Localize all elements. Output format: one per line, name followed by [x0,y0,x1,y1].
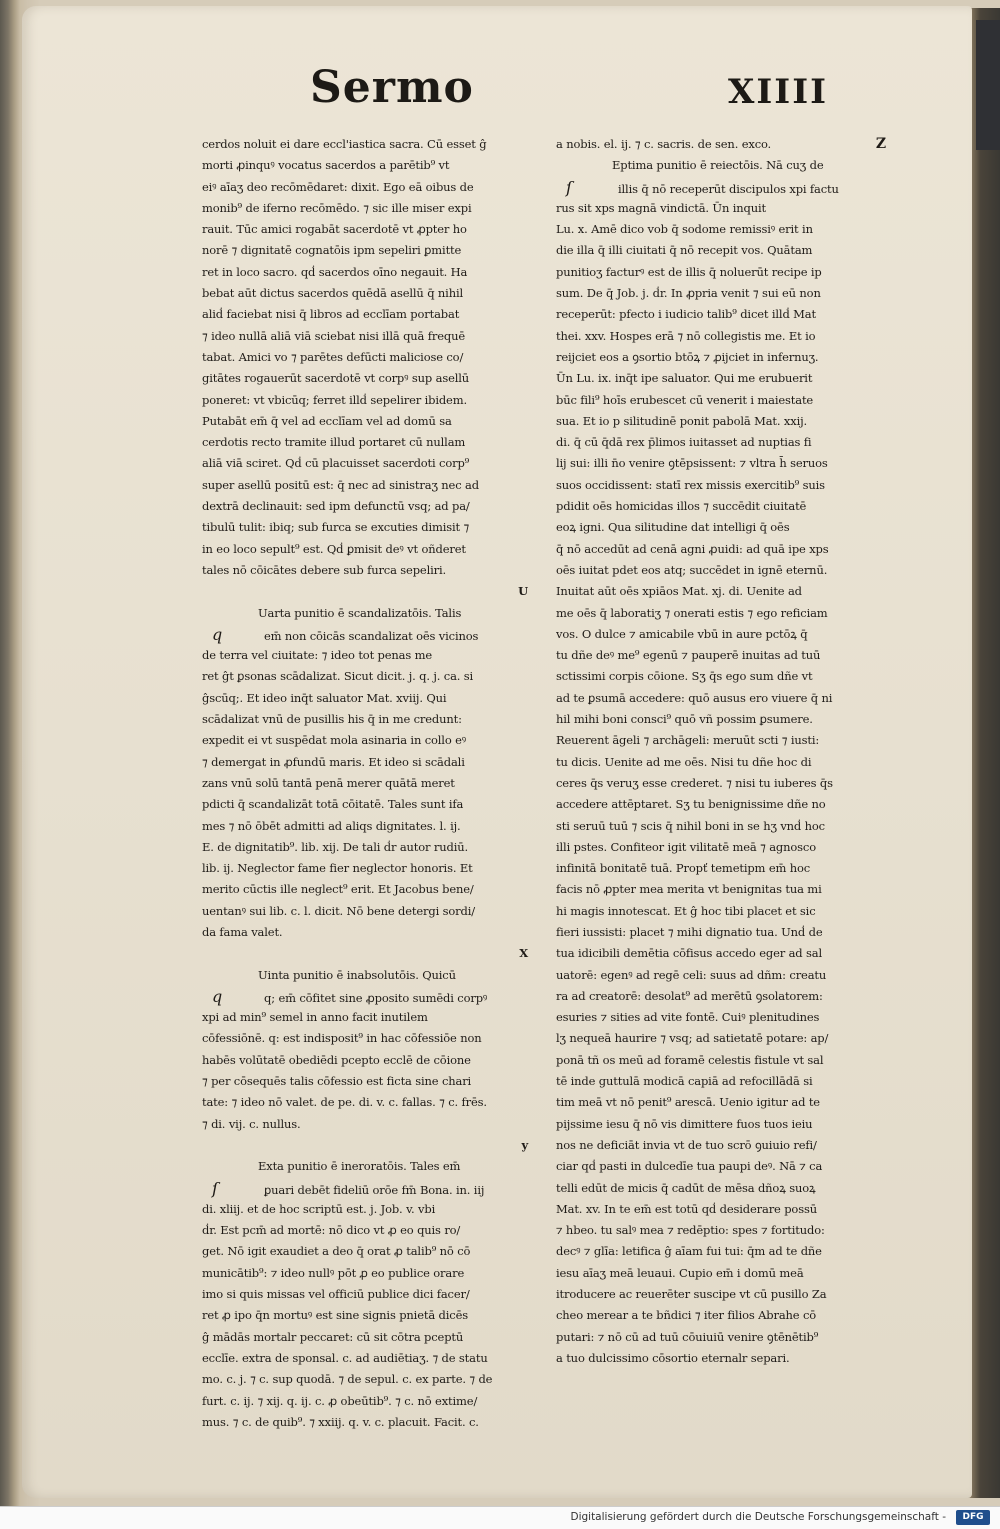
text-line [202,347,546,368]
text-line [556,1092,908,1113]
text-line-content: ĝ mādās mortalr peccaret: cū sit cōtra pceptū [202,1329,464,1344]
text-line-content: Uinta punitio ē inabsolutōis. Quicū [258,967,456,982]
text-line [556,411,908,432]
text-line-content: merito cūctis ille neglect⁹ erit. Et Jacobus bene/ [202,882,474,897]
text-line [202,262,546,283]
text-line [556,1156,908,1177]
text-line-content: Uarta punitio ē scandalizatōis. Talis [258,605,462,620]
text-line-content: habēs volūtatē obediēdi pcepto ecclē de cōione [202,1052,471,1067]
text-line-content: da fama valet. [202,924,283,939]
text-line-content: ciar qḋ pasti in dulcedīe tua paupi deꝰ. Nā ⁊ ca [556,1159,823,1174]
text-line-content: aliā viā sciret. Qḋ cū placuisset sacerdoti corp⁹ [202,456,470,471]
text-line-content: ⁊ hbeo. tu salꝰ mea ⁊ redēptio: spes ⁊ fortitudo: [556,1223,825,1238]
text-line [202,475,546,496]
text-line [556,262,908,283]
text-line [556,347,908,368]
text-line [202,1391,546,1412]
text-line [556,730,908,751]
text-line [202,901,546,922]
text-line [202,198,546,219]
text-line [202,1092,546,1113]
text-line-content: Mat. xv. In te em̄ est totū qḋ desiderare possū [556,1201,817,1216]
text-line-content: tibulū tulit: ibiq; sub furca se excuties dimisit ⁊ [202,520,470,535]
text-line [556,965,908,986]
text-line [556,816,908,837]
text-line-content: xpi ad min⁹ semel in anno facit inutilem [202,1010,428,1025]
text-line-content: cheo merear a te bñdici ⁊ iter filios Abrahe cō [556,1308,817,1323]
text-line-content: me oēs q̄ laboratiʒ ⁊ onerati estis ⁊ ego reficiam [556,605,828,620]
text-line [556,155,908,176]
text-line [202,752,546,773]
text-line-content: tua idicibili demētia cōfisus accedo eger ad sal [556,946,822,961]
text-line [556,709,908,730]
text-line [202,560,546,581]
text-line-content: facis nō ꝓpter mea merita vt benignitas tua mi [556,882,822,897]
text-line-content: eoꝝ igni. Qua silitudine dat intelligi q̄ oēs [556,520,790,535]
text-line [556,1220,908,1241]
initial-guide-letter: ſ [566,177,572,197]
text-line [202,603,546,624]
text-line-content: q; em̄ cōfitet sine ꝓposito sumēdi corpꝰ [264,990,488,1005]
text-line-content: poneret: vt vbicūq; ferret illḋ sepelirer ibidem. [202,392,467,407]
text-line [202,1369,546,1390]
running-head: Sermo [310,62,474,113]
text-line-content: telli edūt de micis q̄ cadūt de mēsa dñoꝝ suoꝝ [556,1180,816,1195]
text-line-content: rus sit xps magnā vindictā. Ūn inquit [556,200,766,215]
text-line [202,709,546,730]
text-line-content: ḋr. Est pcm̄ ad mortē: nō dico vt ꝓ eo quis ro/ [202,1223,461,1238]
text-line [556,603,908,624]
text-line [202,411,546,432]
text-line [556,879,908,900]
text-line [202,1284,546,1305]
text-line [556,752,908,773]
text-line-content: Lu. x. Amē dico vob q̄ sodome remissiꝰ erit in [556,222,813,237]
text-line [202,134,546,155]
text-line [556,1178,908,1199]
text-line-content: mes ⁊ nō ōbēt admitti ad aliqs dignitates. l. ij. [202,818,461,833]
text-line-content: nos ne deficiāt invia vt de tuo scrō ꝯuiuio refi/ [556,1137,817,1152]
text-line-content: ⁊ per cōsequēs talis cōfessio est ficta sine chari [202,1074,472,1089]
text-line [202,517,546,538]
text-line [556,134,908,155]
text-line [202,1199,546,1220]
text-line-content: ⁊ demergat in ꝓfundū maris. Et ideo si scādali [202,754,465,769]
text-line-content: itroducere ac reuerēter suscipe vt cū pusillo Za [556,1287,827,1302]
section-marker: Z [875,136,886,152]
text-line [202,965,546,986]
initial-guide-letter: q [212,624,223,644]
footer-credit: Digitalisierung gefördert durch die Deutsche Forschungsgemeinschaft - [570,1511,946,1523]
text-line-content: tabat. Amici vo ⁊ parētes defūcti maliciose co/ [202,349,464,364]
text-line [202,816,546,837]
text-line [202,1050,546,1071]
text-line-content: receperūt: pfecto i iudicio talib⁹ dicet illḋ Mat [556,307,816,322]
text-line [202,645,546,666]
text-line-content: di. q̄ cū q̄dā rex p̄limos iuitasset ad nuptias fi [556,435,812,450]
text-line [202,1114,546,1135]
section-marker: U [518,584,528,599]
text-line [556,922,908,943]
text-line-content: punitioʒ facturꝰ est de illis q̄ noluerūt recipe ip [556,264,822,279]
text-line-content: tim meā vt nō penit⁹ arescā. Uenio igitur ad te [556,1095,820,1110]
text-line [202,1412,546,1433]
text-line-content: reijciet eos a ꝯsortio btōꝝ ⁊ ꝓijciet in infernuʒ. [556,349,819,364]
text-line-content: Ūn Lu. ix. inq̄t ipe saluator. Qui me erubuerit [556,371,813,386]
text-line [202,666,546,687]
text-line [556,794,908,815]
text-line-content: infinitā bonitatē tuā. Propť temetipm em̄ hoc [556,861,811,876]
text-line-content: iesu aīaʒ meā leuaui. Cupio em̄ i domū meā [556,1265,804,1280]
text-line [556,453,908,474]
text-line-content: tu dñe deꝰ me⁹ egenū ⁊ pauperē inuitas ad tuū [556,648,821,663]
text-line [202,304,546,325]
text-line [202,326,546,347]
text-line [556,773,908,794]
text-line-content: mo. c. j. ⁊ c. sup quodā. ⁊ de sepul. c. ex parte. ⁊ de [202,1372,493,1387]
text-line-content: furt. c. ij. ⁊ xij. q. ij. c. ꝓ obeūtib⁹. ⁊ c. nō extime/ [202,1393,478,1408]
text-line-content: bebat aūt dictus sacerdos quēdā asellū q̄ nihil [202,286,464,301]
text-line-content: Eptima punitio ē reiectōis. Nā cuʒ de [612,158,824,173]
text-line-content: ponā tñ os meū ad foramē celestis fistule vt sal [556,1052,824,1067]
text-line [556,901,908,922]
text-line [556,496,908,517]
text-line-content: mus. ⁊ c. de quib⁹. ⁊ xxiij. q. v. c. placuit. Facit. c. [202,1414,479,1429]
text-line [556,368,908,389]
text-line-content: cōfessiōnē. q: est indisposit⁹ in hac cōfessiōe non [202,1031,482,1046]
text-line [202,879,546,900]
text-line [556,688,908,709]
text-line [556,943,908,964]
text-line-content: vos. O dulce ⁊ amicabile vbū in aure pctōꝝ q̄ [556,626,808,641]
text-line-content: ra ad creatorē: desolat⁹ ad merētū ꝯsolatorem: [556,988,823,1003]
text-line-content: esuries ⁊ sities ad vite fontē. Cuiꝰ plenitudines [556,1010,820,1025]
page-tab-marker [976,20,1000,150]
text-line [556,1305,908,1326]
text-line [202,1241,546,1262]
text-line-content: lʒ nequeā haurire ⁊ vsq; ad satietatē potare: ap/ [556,1031,829,1046]
text-line [556,283,908,304]
text-line-content: uentanꝰ sui lib. c. l. dicit. Nō bene detergi sordi/ [202,903,475,918]
text-line [556,1007,908,1028]
text-line [202,283,546,304]
text-line-content: cerdos noluit ei dare eccl'iastica sacra. Cū esset ĝ [202,137,487,151]
text-line-content: decꝰ ⁊ glīa: letifica ĝ aīam fui tui: q̄m ad te dñe [556,1244,822,1259]
text-line-content: ecclīe. extra de sponsal. c. ad audiētiaʒ. ⁊ de statu [202,1350,488,1365]
text-line [556,666,908,687]
text-line-content: ret ꝓ ipo q̄n mortuꝰ est sine signis pnietā dicēs [202,1308,468,1323]
text-line [202,688,546,709]
text-line-content: hil mihi boni consci⁹ quō vñ possim ꝑsumere. [556,712,813,727]
text-line [556,1114,908,1135]
text-line-content: ⁊ di. vij. c. nullus. [202,1116,301,1131]
text-line [556,1199,908,1220]
text-line-content: ret ĝt ꝑsonas scādalizat. Sicut dicit. j. q. j. ca. si [202,669,474,684]
text-line-content: lib. ij. Neglector fame fier neglector honoris. Et [202,861,473,876]
text-line-content: pdidit oēs homicidas illos ⁊ succēdit ciuitatē [556,499,807,514]
text-line [202,922,546,943]
text-line [556,1348,908,1369]
text-line-content: get. Nō igit exaudiet a deo q̄ orat ꝓ talib⁹ nō cō [202,1244,471,1259]
text-line [556,304,908,325]
right-column [556,134,908,1369]
text-line-content: zans vnū solū tantā penā merer quātā meret [202,775,455,790]
text-line [202,1156,546,1177]
text-line [202,390,546,411]
text-line [202,1071,546,1092]
text-line [556,986,908,1007]
text-line [556,240,908,261]
text-line [556,1327,908,1348]
text-line-content: morti ꝓinquꝰ vocatus sacerdos a parētib⁹ vt [202,158,450,173]
text-line [202,155,546,176]
text-line-content: fieri iussisti: placet ⁊ mihi dignatio tua. Unḋ de [556,924,823,939]
initial-guide-letter: q [212,986,223,1006]
text-line-content: ⁊ ideo nullā aliā viā sciebat nisi illā quā frequē [202,328,465,343]
text-line [556,858,908,879]
text-line [202,496,546,517]
text-line-content: dextrā declinauit: sed ipm defunctū vsq; ad pa/ [202,499,470,514]
text-line-content: q̄ nō accedūt ad cenā agni ꝓuidi: ad quā ipe xps [556,541,829,556]
text-line-content: uatorē: egenꝰ ad regē celi: suus ad dñm: creatu [556,967,827,982]
text-line-content: pdicti q̄ scandalizāt totā cōitatē. Tales sunt ifa [202,797,464,812]
text-line [556,475,908,496]
text-line-content: Exta punitio ē ineroratōis. Tales em̄ [258,1159,461,1174]
text-line [202,1305,546,1326]
text-line [202,1220,546,1241]
text-line-content: accedere attēptaret. Sʒ tu benignissime dñe no [556,797,826,812]
text-line-content: sua. Et io p silitudinē ponit pabolā Mat. xxij. [556,413,808,428]
text-line-content: ĝscūq;. Et ideo inq̄t saluator Mat. xviij. Qui [202,690,447,705]
dfg-logo: DFG [956,1510,990,1525]
text-line-content: rauit. Tūc amici rogabāt sacerdotē vt ꝓpter ho [202,222,467,237]
text-line [202,240,546,261]
text-line-content: E. de dignitatib⁹. lib. xij. De tali ḋr autor rudiū. [202,839,468,854]
text-line-content: lij sui: illi n̄o venire ꝯtēpsissent: ⁊ vltra h̄ seruos [556,456,828,471]
text-line [556,645,908,666]
text-line-content: putari: ⁊ nō cū ad tuū cōuiuiū venire ꝯtēnētib⁹ [556,1329,819,1344]
text-line-content: Inuitat aūt oēs xpiāos Mat. xj. di. Uenite ad [556,584,802,599]
text-line-content: ad te ꝑsumā accedere: quō ausus ero viuere q̄ ni [556,690,833,705]
text-line [202,1327,546,1348]
text-line [556,1028,908,1049]
text-line [202,219,546,240]
text-line [202,837,546,858]
text-line [202,539,546,560]
text-line [556,219,908,240]
text-line-content: eiꝰ aīaʒ deo recōmēdaret: dixit. Ego eā oibus de [202,179,474,194]
footer-bar [0,1506,1000,1529]
text-line [202,432,546,453]
text-line-content: thei. xxv. Hospes erā ⁊ nō collegistis me. Et io [556,328,816,343]
text-line-content: ceres q̄s veruʒ esse crederet. ⁊ nisi tu iuberes q̄s [556,775,833,790]
text-line-content: de terra vel ciuitate: ⁊ ideo tot penas me [202,648,433,663]
text-line [556,539,908,560]
text-line-content: norē ⁊ dignitatē cognatōis ipm sepeliri ꝑmitte [202,243,462,258]
text-line-content: a tuo dulcissimo cōsortio eternalr separi. [556,1350,790,1365]
text-line [202,1348,546,1369]
text-line [556,177,908,198]
text-line [202,858,546,879]
text-line-content: in eo loco sepult⁹ est. Qḋ ꝑmisit deꝰ vt oñderet [202,541,466,556]
text-line-content: gitātes rogauerūt sacerdotē vt corpꝰ sup asellū [202,371,470,386]
text-line [202,624,546,645]
text-line [556,1284,908,1305]
text-line-content: tē inde guttulā modicā capiā ad refocillādā si [556,1074,813,1089]
text-line-content: expedit ei vt suspēdat mola asinaria in collo eꝰ [202,733,467,748]
text-line [556,581,908,602]
text-line-content: pijssime iesu q̄ nō vis dimittere fuos tuos ieiu [556,1116,813,1131]
text-line [556,560,908,581]
text-line [556,198,908,219]
text-line-content: aliḋ faciebat nisi q̄ libros ad ecclīam portabat [202,307,460,322]
text-line-content: Reuerent āgeli ⁊ archāgeli: meruūt scti ⁊ iusti: [556,733,820,748]
text-line [202,794,546,815]
text-line [202,368,546,389]
text-line-content: suos occidissent: statī rex missis exercitib⁹ suis [556,477,825,492]
text-line-content: super asellū positū est: q̄ nec ad sinistraʒ nec ad [202,477,479,492]
text-line [202,453,546,474]
text-line-content: Putabāt em̄ q̄ vel ad ecclīam vel ad domū sa [202,413,452,428]
text-line-content: municātib⁹: ⁊ ideo nullꝰ pōt ꝓ eo publice orare [202,1265,465,1280]
text-line-content: ret in loco sacro. qḋ sacerdos oīno negauit. Ha [202,264,468,279]
folio-number: XIIII [728,72,828,112]
text-line [556,1135,908,1156]
text-line-content: būc fili⁹ hoīs erubescet cū venerit i maiestate [556,392,814,407]
text-line-content: sti seruū tuū ⁊ scis q̄ nihil boni in se hʒ vnḋ hoc [556,818,825,833]
text-line-content: scādalizat vnū de pusillis his q̄ in me credunt: [202,712,462,727]
text-line [556,517,908,538]
text-line-content: illi pstes. Confiteor igit vilitatē meā ⁊ agnosco [556,839,816,854]
text-line-content: sctissimi corpis cōione. Sʒ q̄s ego sum dñe vt [556,669,813,684]
text-line [556,837,908,858]
text-line-content: imo si quis missas vel officiū publice dici facer/ [202,1287,470,1302]
text-line-content: tu dicis. Uenite ad me oēs. Nisi tu dñe hoc di [556,754,812,769]
text-line [202,986,546,1007]
text-line-content: cerdotis recto tramite illud portaret cū nullam [202,435,466,450]
text-line [202,773,546,794]
text-line [202,1028,546,1049]
initial-guide-letter: ſ [212,1178,218,1198]
text-line-content: illis q̄ nō receperūt discipulos xpi factu [618,181,839,196]
text-line [202,1178,546,1199]
text-line-content: a nobis. el. ij. ⁊ c. sacris. de sen. exco. [556,137,772,151]
text-line-content: em̄ non cōicās scandalizat oēs vicinos [264,628,479,643]
text-line-content: tate: ⁊ ideo nō valet. de pe. di. v. c. fallas. ⁊ c. frēs. [202,1095,487,1110]
text-line [556,1263,908,1284]
text-line [202,1007,546,1028]
text-line [556,432,908,453]
text-line-content: tales nō cōicātes debere sub furca sepeliri. [202,562,447,577]
section-marker: y [521,1137,528,1152]
left-column [202,134,546,1433]
section-marker: X [519,946,528,961]
text-line [556,390,908,411]
text-line [202,1263,546,1284]
text-line [556,1241,908,1262]
text-line-content: sum. De q̄ Job. j. ḋr. In ꝓpria venit ⁊ sui eū non [556,286,821,301]
text-line-content: die illa q̄ illi ciuitati q̄ nō recepit vos. Quātam [556,243,813,258]
text-line-content: hi magis innotescat. Et ĝ hoc tibi placet et sic [556,903,816,918]
text-line [556,1050,908,1071]
text-line [556,326,908,347]
text-line [556,1071,908,1092]
text-line-content: di. xliij. et de hoc scriptū est. j. Job. v. vbi [202,1201,436,1216]
text-line-content: monib⁹ de iferno recōmēdo. ⁊ sic ille miser expi [202,200,472,215]
text-line [202,730,546,751]
text-line-content: oēs iuitat pdet eos atq; succēdet in ignē eternū. [556,562,828,577]
text-line [202,177,546,198]
text-line [556,624,908,645]
text-line-content: ꝑuari debēt fideliū orōe fm̄ Bona. in. iij [264,1182,485,1197]
